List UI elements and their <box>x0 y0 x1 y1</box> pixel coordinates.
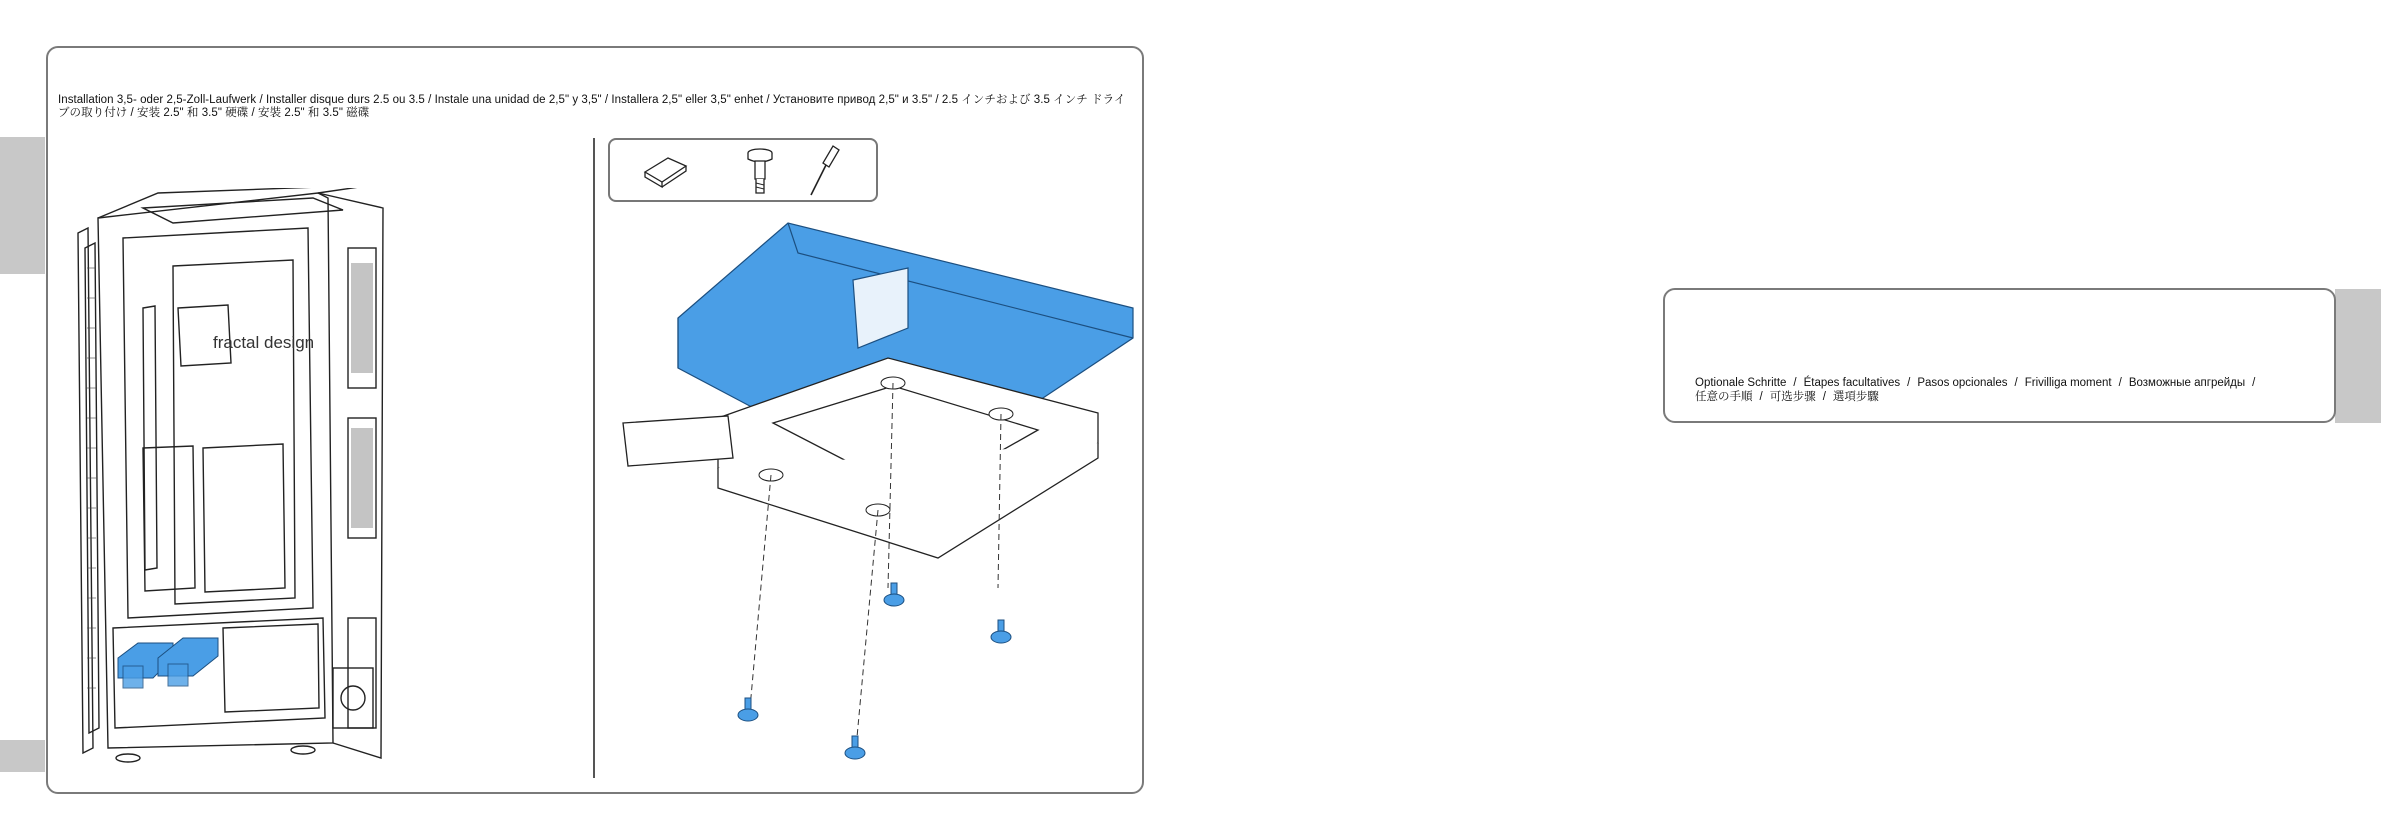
step-heading: Installation 3,5- oder 2,5-Zoll-Laufwerk / Installer disque durs 2.5 ou 3.5 / Instale una unidad de 2,5" y 3,5" / Installera 2,5" eller 3,5" enhet / Установите привод 2,5" и 3.5" / 2.5 インチおよび 3.5 インチ ドライブの取り付け / 安装 2.5" 和 3.5" 硬碟 / 安裝 2.5" 和 3.5" 磁碟 <box>58 94 1126 119</box>
optional-steps-zh-cn: 可选步骤 <box>1769 391 1816 403</box>
column-divider <box>593 138 595 778</box>
right-tab <box>2335 289 2381 423</box>
optional-steps-de: Optionale Schritte <box>1695 377 1787 389</box>
separator: / <box>1793 377 1797 389</box>
optional-steps-text <box>1695 376 2295 404</box>
case-illustration <box>63 188 583 788</box>
separator: / <box>2252 377 2256 389</box>
optional-steps-ja: 任意の手順 <box>1695 391 1753 403</box>
optional-steps-panel <box>1663 288 2336 423</box>
separator: / <box>1759 391 1763 403</box>
separator: / <box>1822 391 1826 403</box>
screw-icon <box>991 620 1011 643</box>
drive-icon <box>640 150 690 190</box>
instruction-panel <box>46 46 1144 794</box>
screw-icon <box>738 698 758 721</box>
brand-mark: fractal design <box>213 333 315 352</box>
left-tab-lower <box>0 740 45 772</box>
left-tab-upper <box>0 137 45 274</box>
thumbscrew-icon <box>745 145 775 200</box>
screw-icon <box>845 736 865 759</box>
separator: / <box>1907 377 1911 389</box>
optional-steps-zh-tw: 選項步驟 <box>1832 391 1879 403</box>
screwdriver-icon <box>805 143 845 199</box>
tools-box <box>608 138 878 202</box>
screw-icon <box>884 583 904 606</box>
optional-steps-ru: Возможные апгрейды <box>2128 377 2246 389</box>
optional-steps-sv: Frivilliga moment <box>2024 377 2112 389</box>
separator: / <box>2118 377 2122 389</box>
optional-steps-fr: Étapes facultatives <box>1803 377 1901 389</box>
optional-steps-es: Pasos opcionales <box>1917 377 2008 389</box>
separator: / <box>2014 377 2018 389</box>
bracket-illustration <box>608 208 1148 778</box>
